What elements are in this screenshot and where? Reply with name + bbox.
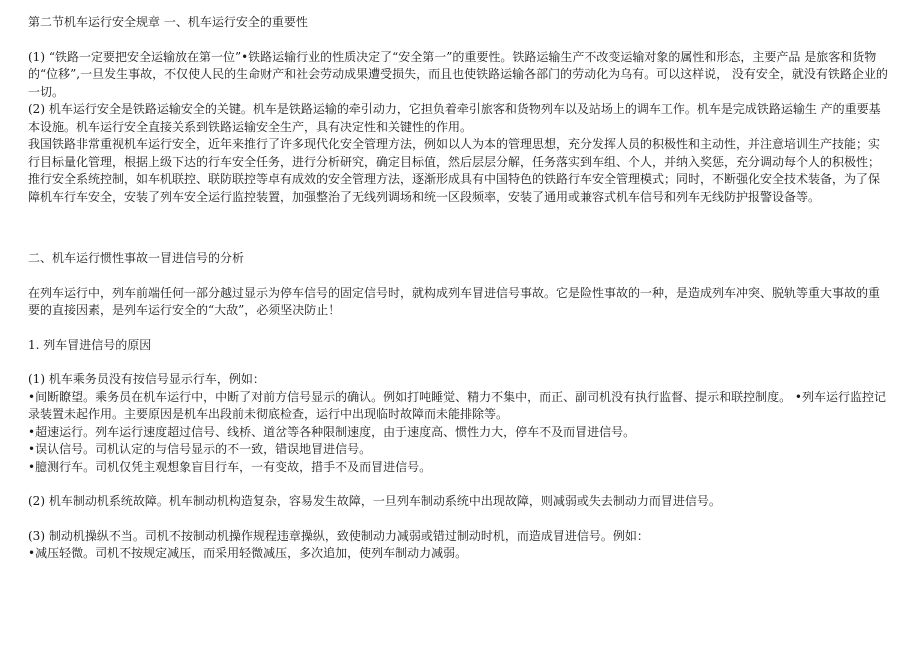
cause-item-2: (2) 机车制动机系统故障。机车制动机构造复杂，容易发生故障，一旦列车制动系统中出现故障，则减弱或失去制动力而冒进信号。 [28, 494, 721, 508]
bullet-item: •误认信号。司机认定的与信号显示的不一致，错误地冒进信号。 [28, 442, 372, 456]
bullet-item: •超速运行。列车运行速度超过信号、线桥、道岔等各种限制速度，由于速度高、惯性力大，停车不及而冒进信号。 [28, 424, 636, 439]
bullet-item: •间断瞭望。乘务员在机车运行中，中断了对前方信号显示的确认。例如打吨睡觉、精力不集中，而正、副司机没有执行监督、提示和联控制度。 •列车运行监控记录装置未起作用。主要原因是机车出段前未彻底检查，运行中出现临时故障而未能排除等。 [28, 389, 886, 421]
spacer [28, 268, 888, 285]
subheading-causes: 1. 列车冒进信号的原因 [28, 337, 152, 352]
page-heading: 第二节机车运行安全规章 一、机车运行安全的重要性 [28, 15, 308, 29]
spacer [28, 354, 888, 371]
section-heading-signal-overrun: 二、机车运行惯性事故一冒进信号的分析 [28, 251, 245, 265]
spacer [28, 511, 888, 528]
cause-item-3: (3) 制动机操纵不当。司机不按制动机操作规程违章操纵，致使制动力减弱或错过制动时机，而造成冒进信号。例如： [28, 528, 649, 543]
cause-item-1: (1) 机车乘务员没有按信号显示行车，例如： [28, 372, 265, 386]
spacer [28, 320, 888, 337]
spacer [28, 206, 888, 233]
spacer [28, 32, 888, 49]
paragraph-importance: (1) “铁路一定要把安全运输放在第一位”•铁路运输行业的性质决定了“安全第一”的重要性。铁路运输生产不改变运输对象的属性和形态，主要产品 是旅客和货物的“位移”,一旦发生事故，不仅使人民的生命财产和社会劳动成果遭受损失，而且也使铁路运输各部门的劳动化为乌有。可以这样说， 没有安全，就没有铁路企业的一切。 [28, 49, 888, 99]
paragraph-locomotive-key: (2) 机车运行安全是铁路运输安全的关键。机车是铁路运输的牵引动力，它担负着牵引旅客和货物列车以及站场上的调车工作。机车是完成铁路运输生 产的重要基本设施。机车运行安全直接关系到铁路运输安全生产，具有决定性和关键性的作用。 [28, 102, 881, 134]
bullet-item: •减压轻微。司机不按规定减压，而采用轻微减压，多次追加，使列车制动力减弱。 [28, 546, 468, 560]
paragraph-definition: 在列车运行中，列车前端任何一部分越过显示为停车信号的固定信号时，就构成列车冒进信号事故。它是险性事故的一种，是造成列车冲突、脱轨等重大事故的重要的直接因素，是列车运行安全的“大敌”，必须坚决防止！ [28, 285, 881, 317]
spacer [28, 233, 888, 250]
document-page [28, 14, 888, 563]
bullet-item: •臆测行车。司机仅凭主观想象盲目行车，一有变故，措手不及而冒进信号。 [28, 459, 432, 474]
paragraph-management-methods: 我国铁路非常重视机车运行安全，近年来推行了许多现代化安全管理方法，例如以人为本的管理思想，充分发挥人员的积极性和主动性，并注意培训生产技能；实行目标量化管理，根据上级下达的行车安全任务，进行分析研究，确定目标值，然后层层分解，任务落实到车组、个人，并纳入奖惩，充分调动每个人的积极性；推行安全系统控制，如车机联控、联防联控等卓有成效的安全管理方法，逐渐形成具有中国特色的铁路行车安全管理模式；同时，不断强化安全技术装备，为了保障机车行车安全，安装了列车安全运行监控装置，加强整治了无线列调场和统一区段频率，安装了通用或兼容式机车信号和列车无线防护报警设备等。 [28, 137, 881, 204]
spacer [28, 476, 888, 493]
